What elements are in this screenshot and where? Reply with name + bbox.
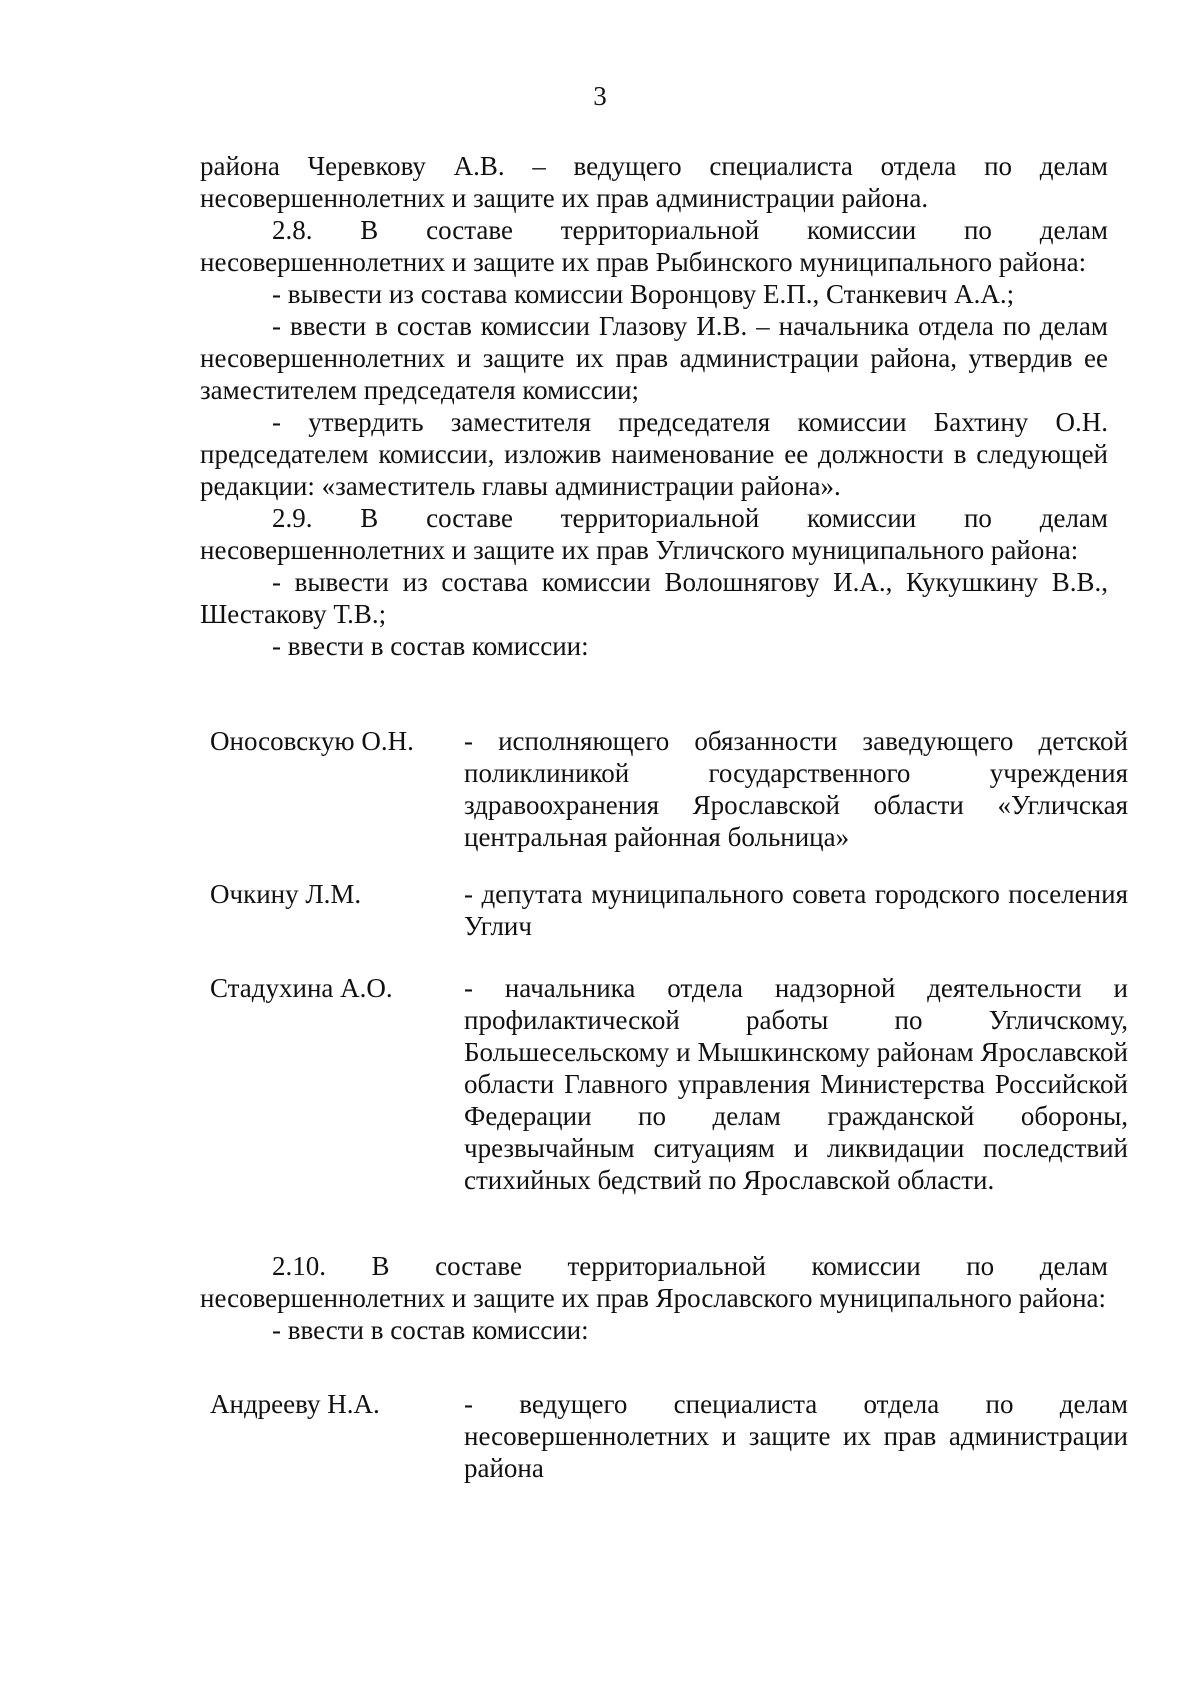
paragraph-2-9-heading: 2.9. В составе территориальной комиссии по делам несовершеннолетних и защите их прав Угличского муниципального района: [200, 503, 1108, 565]
paragraph-2-8-remove: - вывести из состава комиссии Воронцову Е.П., Станкевич А.А.; [272, 279, 1015, 309]
paragraph-2-9-add: - ввести в состав комиссии: [272, 631, 589, 661]
paragraph-2-9-remove: - вывести из состава комиссии Волошнягову И.А., Кукушкину В.В., Шестакову Т.В.; [200, 567, 1108, 629]
member-position: - исполняющего обязанности заведующего детской поликлиникой государственного учреждения здравоохранения Ярославской области «Угличская центральная районная больница» [464, 726, 1128, 852]
member-name: Оносовскую О.Н. [210, 726, 414, 756]
paragraph-2-8-heading: 2.8. В составе территориальной комиссии по делам несовершеннолетних и защите их прав Рыбинского муниципального района: [200, 215, 1108, 277]
member-name: Стадухина А.О. [210, 973, 393, 1003]
member-name: Очкину Л.М. [210, 879, 362, 909]
member-name: Андрееву Н.А. [210, 1389, 380, 1419]
member-position: - ведущего специалиста отдела по делам несовершеннолетних и защите их прав администрации района [464, 1389, 1128, 1483]
paragraph-2-10-heading: 2.10. В составе территориальной комиссии по делам несовершеннолетних и защите их прав Ярославского муниципального района: [200, 1251, 1108, 1313]
member-position: - начальника отдела надзорной деятельности и профилактической работы по Угличскому, Большесельскому и Мышкинскому районам Ярославской области Главного управления Министерства Российской Федерации по делам гражданской обороны, чрезвычайным ситуациям и ликвидации последствий стихийных бедствий по Ярославской области. [464, 973, 1128, 1195]
section-text-bottom [200, 1250, 1108, 1346]
page-number: 3 [593, 81, 607, 111]
section-text-top [200, 150, 1108, 662]
member-position: - депутата муниципального совета городского поселения Углич [464, 879, 1128, 941]
paragraph-2-8-add: - ввести в состав комиссии Глазову И.В. – начальника отдела по делам несовершеннолетних и защите их прав администрации района, утвердив ее заместителем председателя комиссии; [200, 311, 1108, 405]
paragraph-2-8-approve: - утвердить заместителя председателя комиссии Бахтину О.Н. председателем комиссии, изложив наименование ее должности в следующей редакции: «заместитель главы администрации района». [200, 407, 1108, 501]
paragraph-2-10-add: - ввести в состав комиссии: [272, 1315, 589, 1345]
paragraph-continuation: района Черевкову А.В. – ведущего специалиста отдела по делам несовершеннолетних и защите их прав администрации района. [200, 151, 1108, 213]
